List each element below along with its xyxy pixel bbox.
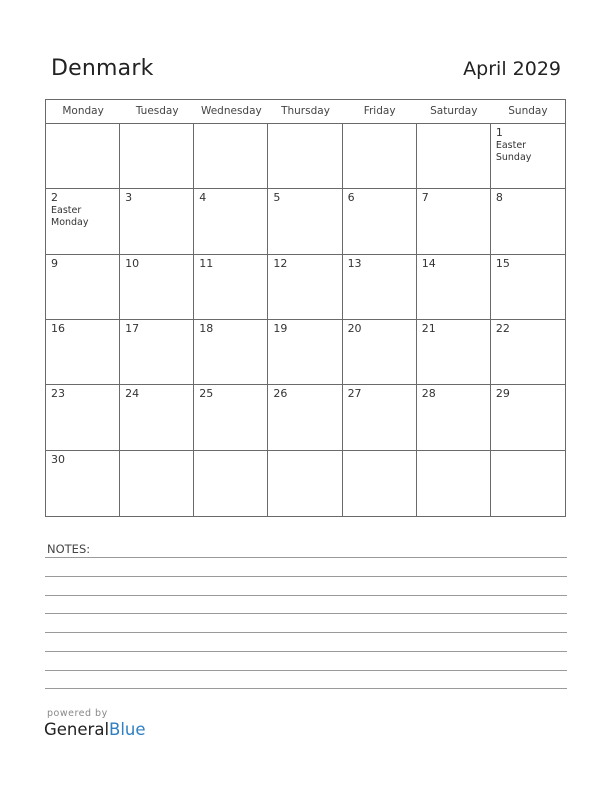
day-cell (46, 385, 120, 450)
weekday-sunday: Sunday (508, 105, 548, 117)
day-number: 30 (51, 452, 65, 466)
day-cell (194, 255, 268, 320)
calendar-grid (45, 99, 566, 517)
day-cell (343, 255, 417, 320)
day-cell (417, 385, 491, 450)
brand-general-text: General (44, 720, 110, 739)
day-cell (46, 255, 120, 320)
weekday-thursday: Thursday (281, 105, 330, 117)
day-cell (46, 124, 120, 189)
day-cell (120, 189, 194, 254)
day-number: 28 (421, 387, 436, 401)
country-title: Denmark (51, 56, 154, 81)
powered-by-text: powered by (47, 708, 108, 719)
day-cell (46, 189, 120, 254)
day-cell (417, 124, 491, 189)
day-number: 15 (495, 256, 510, 270)
day-cell (343, 385, 417, 450)
day-cell (417, 189, 491, 254)
day-cell (491, 451, 565, 516)
brand-name (44, 720, 146, 739)
day-cell (194, 124, 268, 189)
day-cell (343, 451, 417, 516)
day-cell (268, 385, 342, 450)
note-line (45, 651, 567, 652)
day-cell (120, 451, 194, 516)
note-line (45, 688, 567, 689)
day-number: 9 (51, 256, 58, 270)
day-cell (268, 189, 342, 254)
day-cell (343, 124, 417, 189)
note-line (45, 576, 567, 577)
day-cell (194, 320, 268, 385)
calendar-weeks (46, 124, 565, 516)
day-cell (417, 255, 491, 320)
weekday-header-row (46, 100, 565, 124)
day-number: 10 (125, 256, 140, 270)
day-number: 27 (347, 387, 362, 401)
day-number: 2 (51, 191, 58, 205)
day-cell (491, 320, 565, 385)
day-cell (343, 189, 417, 254)
day-cell (194, 451, 268, 516)
day-cell (491, 385, 565, 450)
day-number: 3 (125, 191, 133, 205)
month-year-title: April 2029 (463, 58, 561, 80)
day-number: 20 (347, 322, 362, 335)
day-cell (194, 385, 268, 450)
day-number: 5 (273, 191, 281, 205)
day-cell (46, 320, 120, 385)
note-line (45, 632, 567, 633)
day-cell (194, 189, 268, 254)
day-cell (268, 124, 342, 189)
day-cell (268, 451, 342, 516)
day-number: 16 (51, 322, 65, 335)
day-cell (46, 451, 120, 516)
day-number: 4 (199, 191, 207, 205)
weekday-monday: Monday (62, 105, 104, 117)
day-number: 26 (273, 387, 288, 401)
brand-blue-text: Blue (109, 720, 146, 739)
holiday-label: Easter Monday (51, 205, 89, 229)
note-line (45, 557, 567, 558)
notes-label: NOTES: (47, 542, 91, 556)
day-number: 24 (125, 387, 140, 401)
day-number: 13 (347, 256, 362, 270)
day-cell (120, 255, 194, 320)
day-cell (120, 385, 194, 450)
day-number: 17 (125, 322, 140, 335)
day-number: 21 (421, 322, 436, 335)
day-cell (268, 255, 342, 320)
day-number: 25 (199, 387, 214, 401)
day-cell (120, 320, 194, 385)
day-number: 1 (495, 126, 503, 139)
brand-logo (44, 708, 146, 739)
note-line (45, 670, 567, 671)
day-number: 29 (495, 387, 510, 401)
day-cell (268, 320, 342, 385)
day-cell (120, 124, 194, 189)
weekday-saturday: Saturday (430, 105, 478, 117)
day-cell (417, 451, 491, 516)
day-number: 7 (421, 191, 429, 205)
day-number: 11 (199, 256, 214, 270)
note-line (45, 613, 567, 614)
day-number: 8 (495, 191, 503, 205)
day-number: 12 (273, 256, 288, 270)
day-cell (491, 124, 565, 189)
note-line (45, 595, 567, 596)
day-number: 18 (199, 322, 214, 335)
weekday-friday: Friday (363, 105, 396, 117)
day-cell (343, 320, 417, 385)
day-cell (491, 189, 565, 254)
day-cell (491, 255, 565, 320)
day-number: 22 (495, 322, 510, 335)
day-number: 14 (421, 256, 436, 270)
weekday-tuesday: Tuesday (135, 105, 179, 117)
day-number: 19 (273, 322, 288, 335)
day-number: 6 (347, 191, 355, 205)
day-number: 23 (51, 387, 65, 401)
holiday-label: Easter Sunday (495, 140, 532, 163)
weekday-wednesday: Wednesday (200, 105, 262, 117)
day-cell (417, 320, 491, 385)
